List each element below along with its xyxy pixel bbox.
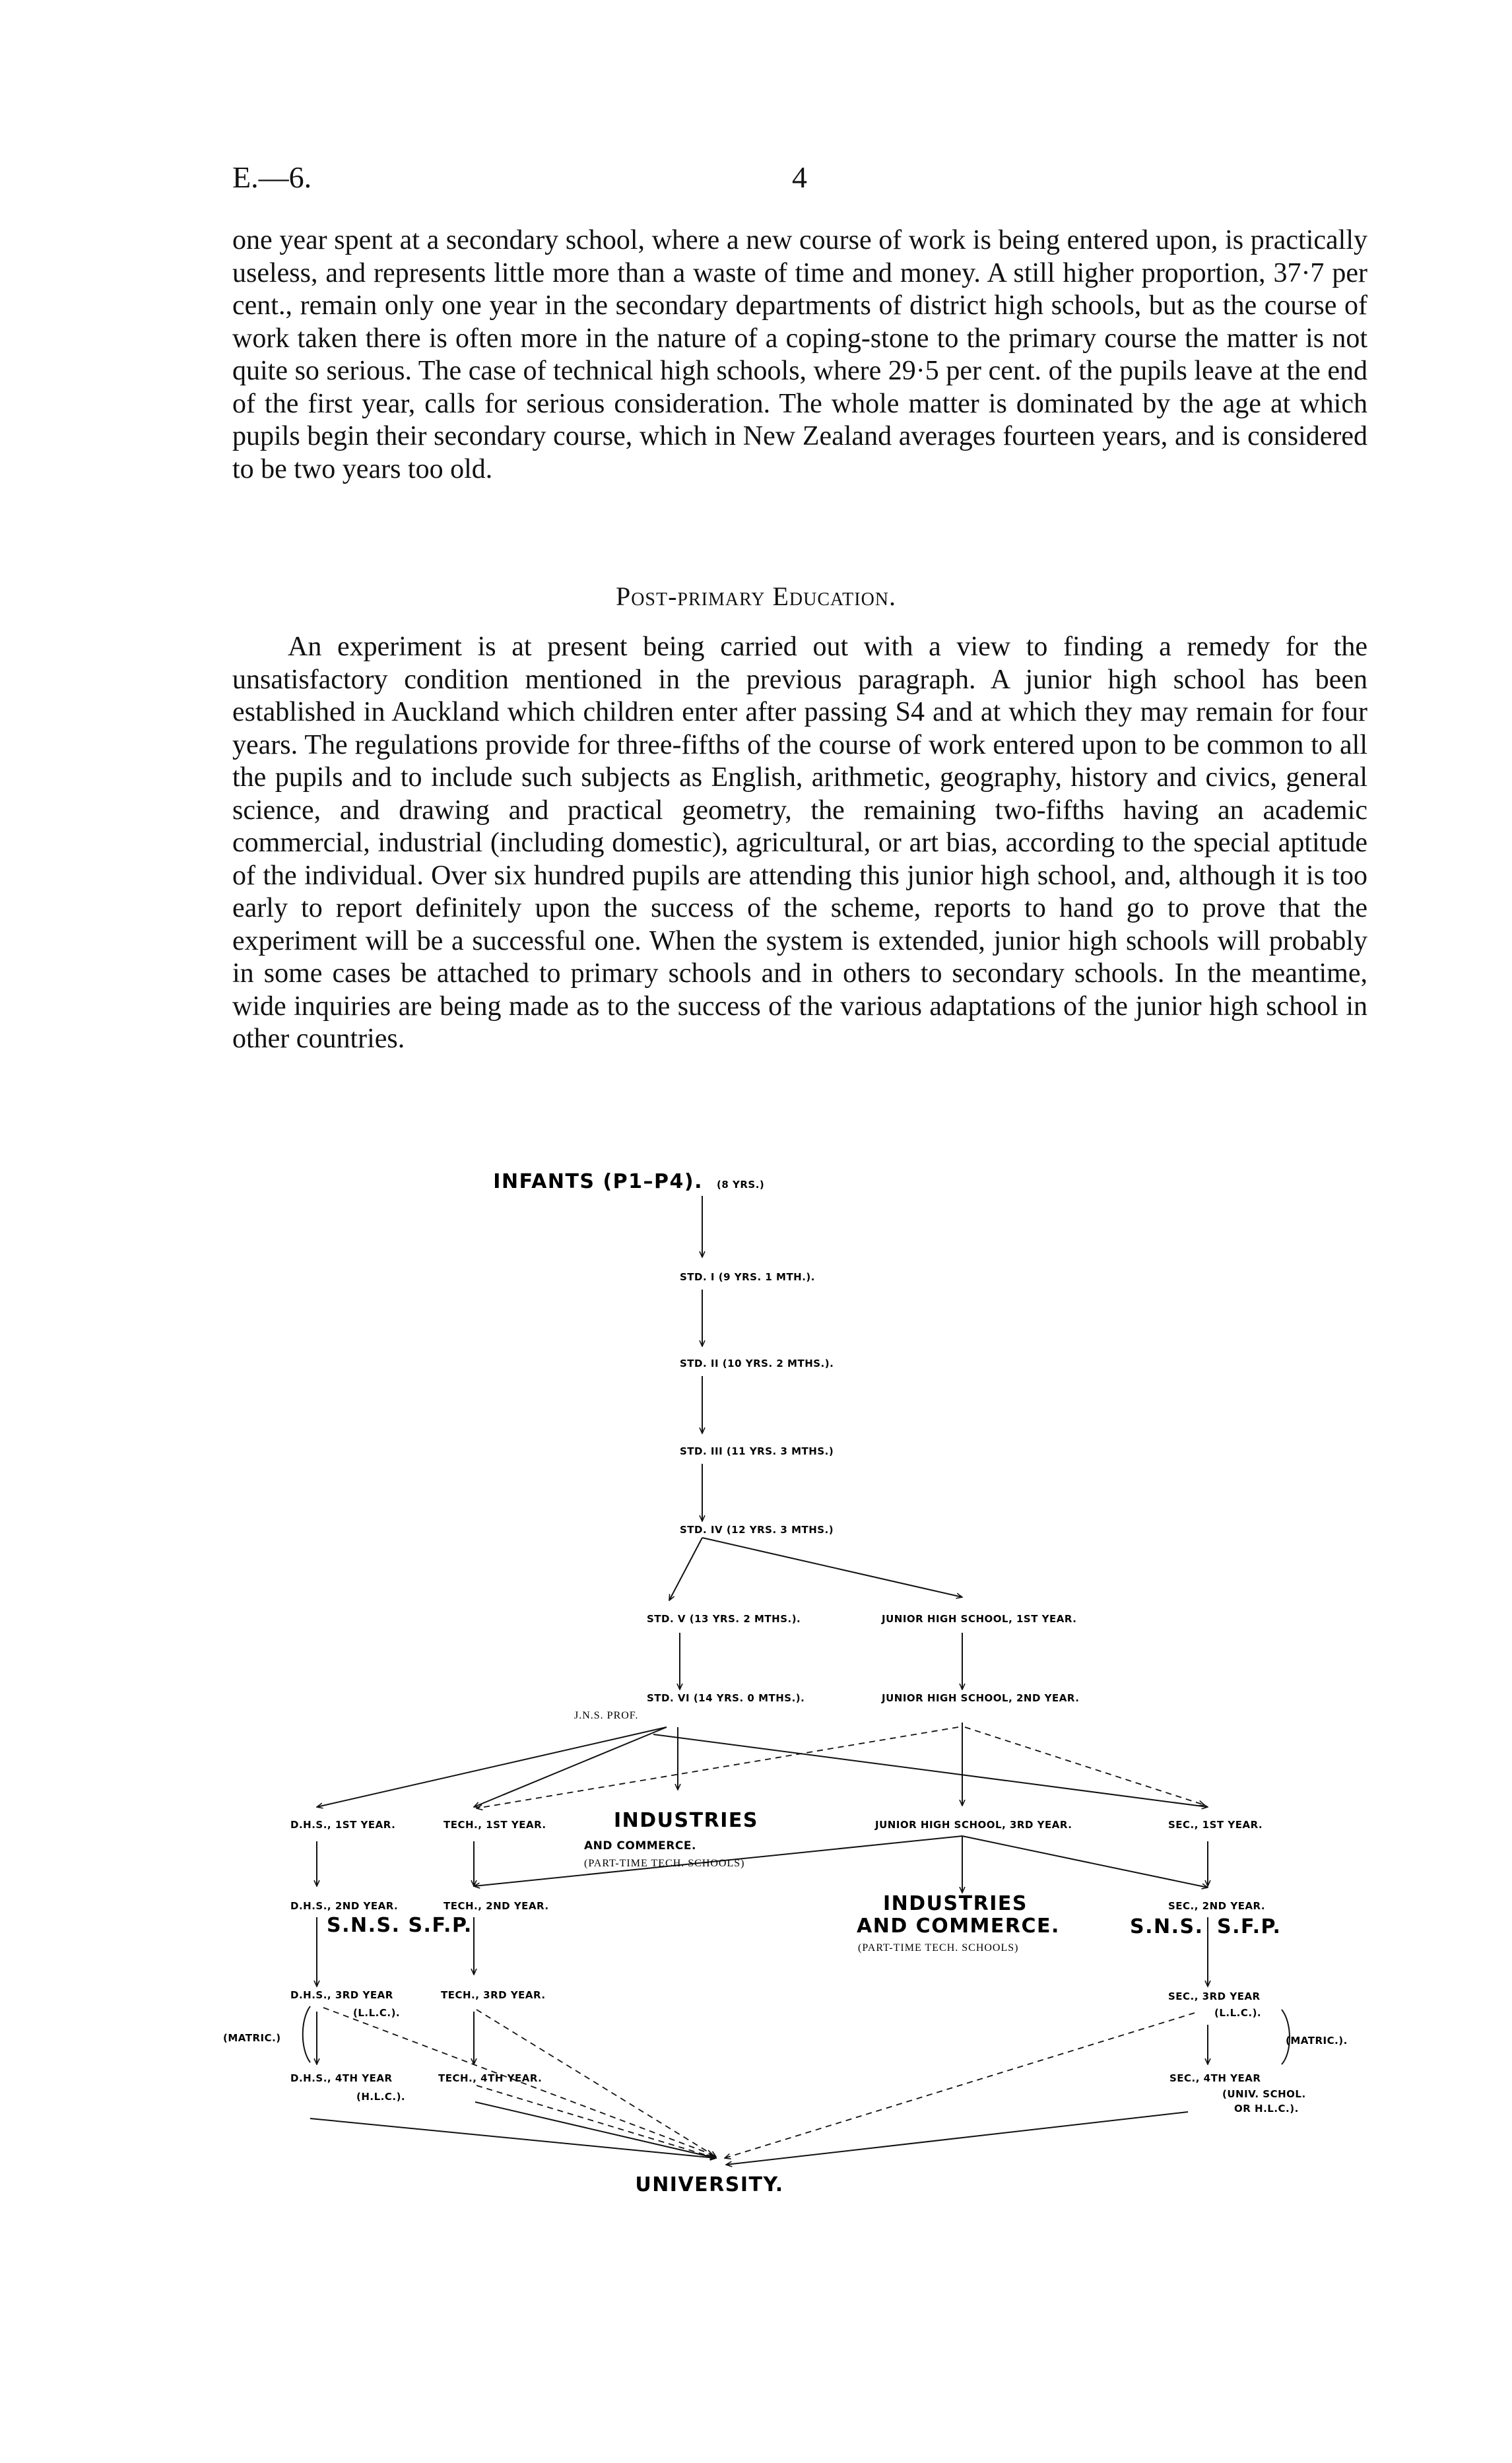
label-or-hlc: OR H.L.C.).: [1234, 2103, 1299, 2115]
label-tech3: TECH., 3RD YEAR.: [441, 1989, 546, 2001]
label-sns-sfp-left: S.N.S. S.F.P.: [327, 1914, 473, 1937]
label-lc-left: (L.L.C.).: [353, 2007, 401, 2019]
label-univ-schol: (UNIV. SCHOL.: [1222, 2088, 1306, 2100]
label-jhs1: JUNIOR HIGH SCHOOL, 1ST YEAR.: [882, 1613, 1077, 1625]
label-sec1: SEC., 1ST YEAR.: [1168, 1819, 1263, 1831]
label-std2: STD. II (10 YRS. 2 MTHS.).: [680, 1358, 834, 1369]
label-dhs3: D.H.S., 3RD YEAR: [290, 1989, 393, 2001]
label-sec4: SEC., 4TH YEAR: [1169, 2072, 1261, 2084]
label-industries2-line2: AND COMMERCE.: [857, 1915, 1060, 1938]
label-industries2-sub: (PART-TIME TECH. SCHOOLS): [858, 1942, 1019, 1954]
label-matric-left: (MATRIC.): [223, 2032, 281, 2044]
label-hlc-left: (H.L.C.).: [356, 2091, 406, 2103]
dashed-arrows: [323, 1727, 1204, 2158]
section-heading: Post-primary Education.: [615, 581, 897, 611]
label-tech4: TECH., 4TH YEAR.: [438, 2072, 542, 2084]
label-matric-right: (MATRIC.).: [1286, 2035, 1348, 2047]
document-code: E.—6.: [232, 160, 312, 194]
label-std3: STD. III (11 YRS. 3 MTHS.): [680, 1445, 834, 1457]
label-infants-age: (8 YRS.): [717, 1179, 765, 1191]
label-sns-right: S.N.S.: [1130, 1915, 1204, 1938]
label-dhs2: D.H.S., 2ND YEAR.: [290, 1900, 399, 1912]
label-industries1-line1: INDUSTRIES: [614, 1809, 758, 1832]
label-industries2-line1: INDUSTRIES: [883, 1892, 1028, 1915]
label-sec3: SEC., 3RD YEAR: [1168, 1990, 1261, 2002]
label-infants: INFANTS (P1–P4).: [493, 1170, 703, 1193]
label-industries1-line2: AND COMMERCE.: [584, 1839, 696, 1853]
label-industries1-sub: (PART-TIME TECH. SCHOOLS): [584, 1858, 745, 1869]
body-paragraph-1: one year spent at a secondary school, where a new course of work is being entered upon, is practically useless, and represents little more than a waste of time and money. A still higher proportion, 37·7 per cent., remain only one year in the secondary departments of district high schools, but as the course of work taken there is often more in the nature of a coping-stone to the primary course the matter is not quite so serious. The case of technical high schools, where 29·5 per cent. of the pupils leave at the end of the first year, calls for serious consideration. The whole matter is dominated by the age at which pupils begin their secondary course, which in New Zealand averages fourteen years, and is considered to be two years too old.: [232, 225, 1367, 484]
label-lc-right: (L.L.C.).: [1214, 2007, 1262, 2019]
label-tech1: TECH., 1ST YEAR.: [444, 1819, 546, 1831]
body-paragraph-2: An experiment is at present being carried out with a view to finding a remedy for the unsatisfactory condition mentioned in the previous paragraph. A junior high school has been established in Auckland which children enter after passing S4 and at which they may remain for four years. The regulations provide for three-fifths of the course of work entered upon to be common to all the pupils and to include such subjects as English, arithmetic, geography, history and civics, general science, and drawing and practical geometry, the remaining two-fifths having an academic commercial, industrial (including domestic), agricultural, or art bias, according to the special aptitude of the individual. Over six hundred pupils are attending this junior high school, and, although it is too early to report definitely upon the success of the scheme, reports to hand go to prove that the experiment will be a successful one. When the system is extended, junior high schools will probably in some cases be attached to primary schools and in others to secondary schools. In the meantime, wide inquiries are being made as to the success of the various adaptations of the junior high school in other countries.: [232, 632, 1367, 1054]
label-university: UNIVERSITY.: [635, 2173, 784, 2196]
label-tech2: TECH., 2ND YEAR.: [444, 1900, 549, 1912]
label-std1: STD. I (9 YRS. 1 MTH.).: [680, 1271, 815, 1283]
education-pathway-diagram: [0, 1162, 1512, 2250]
label-std6: STD. VI (14 YRS. 0 MTHS.).: [647, 1692, 805, 1704]
label-dhs1: D.H.S., 1ST YEAR.: [290, 1819, 396, 1831]
page-number: 4: [792, 160, 807, 194]
label-jns-prof: J.N.S. PROF.: [574, 1710, 639, 1721]
label-sec2: SEC., 2ND YEAR.: [1168, 1900, 1266, 1912]
label-sfp-right: S.F.P.: [1217, 1915, 1282, 1938]
label-jhs2: JUNIOR HIGH SCHOOL, 2ND YEAR.: [882, 1692, 1080, 1704]
label-std5: STD. V (13 YRS. 2 MTHS.).: [647, 1613, 801, 1625]
label-std4: STD. IV (12 YRS. 3 MTHS.): [680, 1524, 834, 1536]
label-jhs3: JUNIOR HIGH SCHOOL, 3RD YEAR.: [875, 1819, 1072, 1831]
label-dhs4: D.H.S., 4TH YEAR: [290, 2072, 393, 2084]
solid-arrows: [303, 1196, 1290, 2165]
